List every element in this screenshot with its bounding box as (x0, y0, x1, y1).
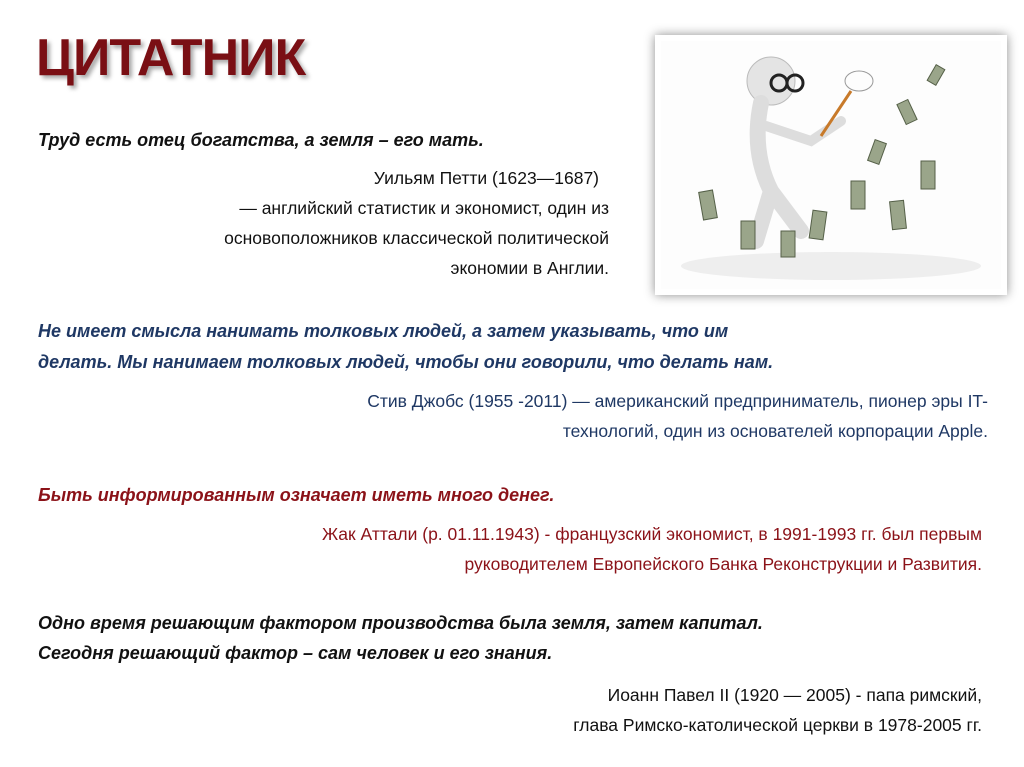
quote-line: Одно время решающим фактором производства была земля, затем капитал. (38, 613, 763, 633)
author-line: Иоанн Павел II (1920 — 2005) - папа римский, (607, 685, 982, 705)
illustration (655, 35, 1007, 295)
quote-4 (38, 608, 763, 668)
author-line: технологий, один из основателей корпорации Apple. (562, 421, 988, 441)
quote-line: Не имеет смысла нанимать толковых людей, а затем указывать, что им (38, 321, 729, 341)
quote-line: Труд есть отец богатства, а земля – его мать. (38, 130, 484, 150)
author-line: — английский статистик и экономист, один из (239, 198, 609, 218)
quote-2-author (367, 386, 988, 446)
author-line: основоположников классической политической (224, 228, 609, 248)
quote-1-author (224, 163, 609, 283)
quote-4-author (573, 680, 982, 740)
quote-line: Сегодня решающий фактор – сам человек и его знания. (38, 643, 553, 663)
slide-title: ЦИТАТНИК (36, 29, 306, 87)
quote-2 (38, 316, 773, 378)
author-line: Жак Аттали (р. 01.11.1943) - французский экономист, в 1991-1993 гг. был первым (321, 524, 982, 544)
quote-1 (38, 125, 484, 156)
author-line: Стив Джобс (1955 -2011) — американский предприниматель, пионер эры IT- (367, 391, 988, 411)
quote-line: делать. Мы нанимаем толковых людей, чтобы они говорили, что делать нам. (38, 352, 774, 372)
quote-line: Быть информированным означает иметь много денег. (38, 485, 555, 505)
author-line: руководителем Европейского Банка Реконструкции и Развития. (464, 554, 982, 574)
man-catching-money-icon (661, 41, 1001, 289)
author-line: экономии в Англии. (450, 258, 609, 278)
quote-3 (38, 480, 554, 511)
quote-3-author (322, 519, 982, 579)
author-line: Уильям Петти (1623—1687) (373, 168, 599, 188)
author-line: глава Римско-католической церкви в 1978-2005 гг. (573, 715, 982, 735)
